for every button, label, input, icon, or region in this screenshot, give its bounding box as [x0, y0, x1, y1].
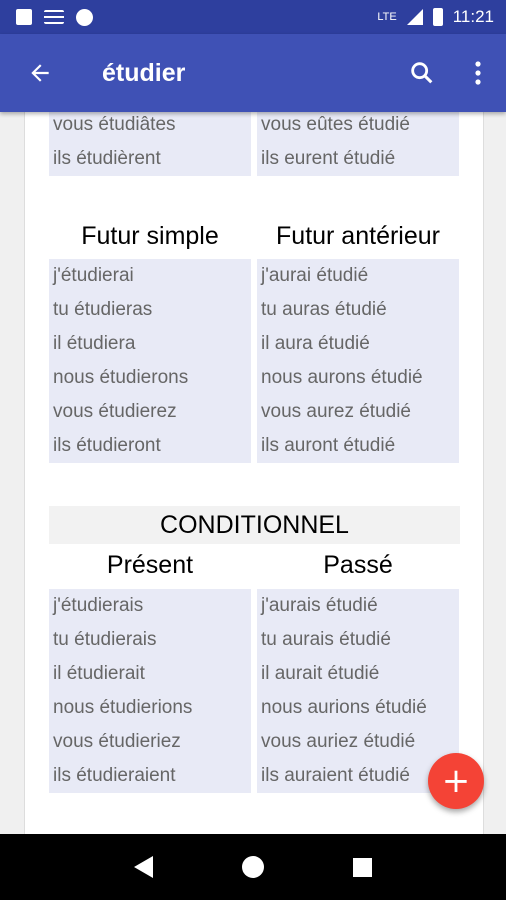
nav-home-icon[interactable] — [242, 856, 264, 878]
conditionnel-present-table — [49, 589, 251, 793]
signal-icon — [407, 9, 423, 25]
search-button[interactable] — [394, 34, 450, 112]
tense-heading-passe: Passé — [323, 551, 393, 579]
overflow-menu-button[interactable] — [450, 34, 506, 112]
futur-simple-table — [49, 259, 251, 463]
conjugation-form: j'aurais étudié — [261, 595, 378, 616]
conjugation-form: il étudierait — [53, 663, 145, 684]
conjugation-form: il aurait étudié — [261, 663, 380, 684]
conjugation-form: ils étudieront — [53, 435, 161, 456]
conjugation-form: ils eurent étudié — [261, 148, 396, 169]
conjugation-form: tu étudieras — [53, 299, 153, 320]
conjugation-card — [24, 92, 484, 852]
app-bar — [0, 34, 506, 112]
tense-heading-present: Présent — [106, 551, 194, 579]
app-notification-icon — [16, 9, 32, 25]
system-nav-bar — [0, 834, 506, 900]
page-title: étudier — [102, 58, 186, 87]
plus-icon: + — [441, 761, 471, 801]
nav-back-icon[interactable] — [134, 856, 153, 878]
conjugation-form: nous étudierons — [53, 367, 189, 388]
conjugation-form: ils auraient étudié — [261, 765, 410, 786]
more-vert-icon — [474, 60, 482, 86]
conjugation-form: ils auront étudié — [261, 435, 396, 456]
conjugation-form: nous aurons étudié — [261, 367, 423, 388]
tense-heading-futur-simple: Futur simple — [81, 222, 219, 250]
conjugation-form: il aura étudié — [261, 333, 370, 354]
conjugation-form: vous étudierez — [53, 401, 177, 422]
conjugation-form: ils étudieraient — [53, 765, 176, 786]
conjugation-scroll-view[interactable] — [0, 112, 506, 834]
conjugation-form: ils étudièrent — [53, 148, 161, 169]
conjugation-form: tu étudierais — [53, 629, 157, 650]
conjugation-form: j'étudierai — [53, 265, 134, 286]
conjugation-form: nous étudierions — [53, 697, 193, 718]
news-notification-icon — [44, 10, 64, 24]
conjugation-form: vous étudiâtes — [53, 114, 176, 135]
conjugation-form: nous aurions étudié — [261, 697, 427, 718]
conjugation-form: vous aurez étudié — [261, 401, 411, 422]
conjugation-form: j'étudierais — [53, 595, 144, 616]
conjugation-form: j'aurai étudié — [261, 265, 369, 286]
conjugation-form: il étudiera — [53, 333, 136, 354]
battery-icon — [433, 8, 443, 26]
status-bar — [0, 0, 506, 34]
search-icon — [408, 59, 436, 87]
arrow-left-icon — [27, 60, 53, 86]
conjugation-form: vous étudieriez — [53, 731, 181, 752]
conjugation-form: vous auriez étudié — [261, 731, 416, 752]
futur-anterieur-table — [257, 259, 459, 463]
network-type: LTE — [377, 11, 397, 23]
tense-heading-futur-anterieur: Futur antérieur — [276, 222, 440, 250]
conditionnel-passe-table — [257, 589, 459, 793]
mood-heading-conditionnel: CONDITIONNEL — [49, 506, 460, 544]
clock: 11:21 — [452, 7, 494, 26]
conjugation-form: tu aurais étudié — [261, 629, 391, 650]
conjugation-form: tu auras étudié — [261, 299, 387, 320]
add-fab-button[interactable] — [428, 753, 484, 809]
conjugation-form: vous eûtes étudié — [261, 114, 410, 135]
nav-recents-icon[interactable] — [353, 858, 372, 877]
back-button[interactable] — [0, 34, 80, 112]
circle-notification-icon — [76, 9, 93, 26]
